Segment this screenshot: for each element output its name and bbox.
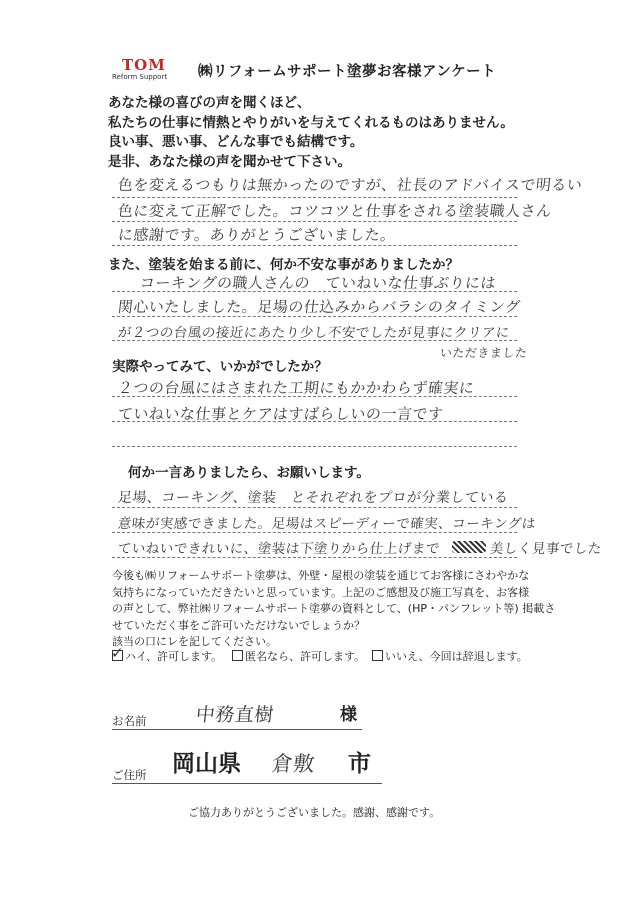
option-yes-label: ハイ、許可します。 xyxy=(125,650,223,663)
answer4-line: 足場、コーキング、塗装 とそれぞれをプロが分業している xyxy=(117,490,510,506)
intro-line: 是非、あなた様の声を聞かせて下さい。 xyxy=(108,153,351,170)
intro-line: 私たちの仕事に情熱とやりがいを与えてくれるものはありません。 xyxy=(108,114,514,131)
answer1-line: 色を変えるつもりは無かったのですが、社長のアドバイスで明るい xyxy=(117,176,584,194)
answer-rule xyxy=(112,532,517,533)
name-suffix: 様 xyxy=(340,705,357,725)
notice-line: 気持ちになっていただきたいと思っています。上記のご感想及び施工写真を、お客様 xyxy=(112,585,530,599)
question-4: 何か一言ありましたら、お願いします。 xyxy=(128,465,370,481)
checkbox[interactable] xyxy=(232,650,243,661)
answer3-line: ていねいな仕事とケアはすばらしいの一言です xyxy=(117,405,445,423)
answer-rule xyxy=(112,557,517,558)
option-anonymous[interactable] xyxy=(232,648,365,664)
survey-title: ㈱リフォームサポート塗夢お客様アンケート xyxy=(198,64,497,80)
answer3-line: ２つの台風にはさまれた工期にもかかわらず確実に xyxy=(117,379,476,397)
answer-rule xyxy=(112,507,517,508)
question-3: 実際やってみて、いかがでしたか？ xyxy=(112,359,328,375)
answer2-line: が２つの台風の接近にあたり少し不安でしたが見事にクリアに xyxy=(116,325,511,341)
intro-line: あなた様の喜びの声を聞くほど、 xyxy=(108,95,311,111)
answer1-line: に感謝です。ありがとうございました。 xyxy=(117,226,397,244)
answer2-line: コーキングの職人さんの ていねいな仕事ぶりには xyxy=(139,274,497,292)
thanks-text: ご協力ありがとうございました。感謝、感謝です。 xyxy=(188,806,441,819)
intro-text xyxy=(108,94,514,172)
permission-notice xyxy=(112,568,555,651)
notice-line: せていただく事をご許可いただけないでしょうか？ xyxy=(112,618,365,632)
company-logo xyxy=(112,56,174,86)
option-no[interactable] xyxy=(372,648,528,664)
answer2-line: 関心いたしました。足場の仕込みからバラシのタイミング xyxy=(117,298,522,316)
name-value: 中務直樹 xyxy=(194,704,276,726)
answer1-line: 色に変えて正解でした。コツコツと仕事をされる塗装職人さん xyxy=(117,202,553,220)
check-mark-icon: ✓ xyxy=(111,644,124,662)
answer-rule xyxy=(112,245,517,246)
notice-line: 今後も㈱リフォームサポート塗夢は、外壁・屋根の塗装を通じてお客様にさわやかな xyxy=(112,569,530,582)
city-handwritten: 倉敷 xyxy=(270,752,317,776)
name-label: お名前 xyxy=(112,714,147,728)
option-no-label: いいえ、今回は辞退します。 xyxy=(385,650,528,663)
answer2-extra: いただきました xyxy=(439,346,529,360)
option-anonymous-label: 匿名なら、許可します。 xyxy=(245,650,366,663)
name-underline xyxy=(112,729,362,730)
answer4-line: ていねいできれいに、塗装は下塗りから仕上げまで xyxy=(116,541,441,557)
checkbox-checked[interactable] xyxy=(111,644,124,662)
notice-line: の声として、弊社㈱リフォームサポート塗夢の資料として、(HP・パンフレット等) 掲載さ xyxy=(112,602,556,615)
answer-rule xyxy=(112,197,517,198)
intro-line: 良い事、悪い事、どんな事でも結構です。 xyxy=(108,134,364,150)
address-label: ご住所 xyxy=(112,768,147,782)
checkbox[interactable] xyxy=(372,650,383,661)
logo-subtitle: Reform Support xyxy=(112,73,168,81)
answer-rule xyxy=(112,221,517,222)
question-2: また、塗装を始まる前に、何か不安な事がありましたか？ xyxy=(108,257,459,273)
logo-mark: TOM xyxy=(122,56,166,74)
answer4-line: 美しく見事でした xyxy=(488,541,603,557)
prefecture: 岡山県 xyxy=(172,751,241,777)
answer4-line: 意味が実感できました。足場はスピーディーで確実、コーキングは xyxy=(116,516,537,532)
answer-rule xyxy=(112,446,517,447)
scribble-mark xyxy=(452,541,486,553)
notice-line: 該当の口にレを記してください。 xyxy=(112,635,277,648)
city-suffix: 市 xyxy=(348,751,371,777)
option-yes[interactable] xyxy=(111,644,223,664)
address-underline xyxy=(112,783,382,784)
